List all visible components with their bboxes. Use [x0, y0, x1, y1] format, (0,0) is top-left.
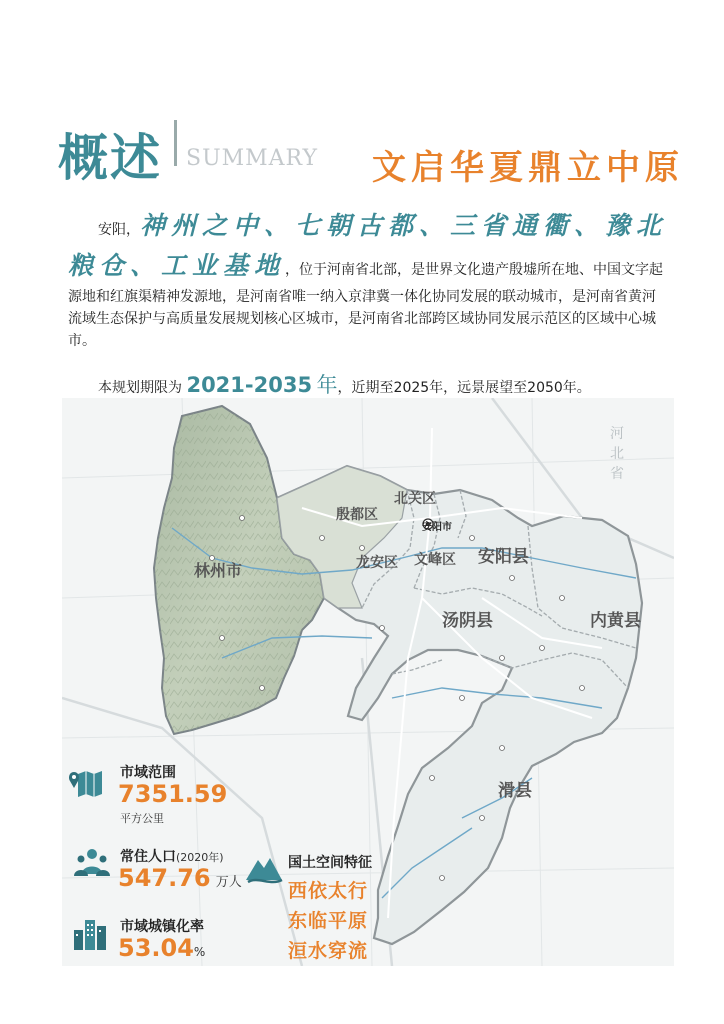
province-label-3: 省	[610, 466, 624, 482]
area-label: 市域范围	[120, 765, 176, 781]
people-icon	[72, 846, 112, 882]
label-yindu: 殷都区	[336, 507, 378, 523]
map-pin-icon	[66, 766, 106, 802]
urbanization-unit: %	[193, 945, 206, 959]
period-rest: ，近期至2025年，远景展望至2050年。	[337, 380, 591, 396]
urbanization-value-row	[118, 934, 205, 962]
label-tangyin: 汤阴县	[442, 611, 493, 631]
province-label-2: 北	[610, 446, 624, 462]
feature-item-3: 洹水穿流	[288, 940, 369, 962]
intro-rest	[68, 246, 668, 352]
population-year: (2020年)	[176, 851, 224, 864]
label-beiguan: 北关区	[394, 491, 436, 507]
feature-item-1: 西依太行	[288, 880, 369, 902]
urbanization-value: 53.04	[118, 934, 194, 962]
features-label: 国土空间特征	[288, 855, 372, 871]
label-wenfeng: 文峰区	[414, 552, 456, 568]
period-prefix: 本规划期限为	[98, 380, 182, 396]
page-title-en: SUMMARY	[186, 146, 318, 171]
label-longan: 龙安区	[356, 555, 398, 571]
population-label-row	[120, 846, 224, 866]
urbanization-label: 市域城镇化率	[120, 919, 204, 935]
area-value: 7351.59	[118, 780, 228, 808]
intro-callig-1: 神州之中、七朝古都、三省通衢、豫北	[140, 211, 668, 240]
population-value-row	[118, 864, 242, 892]
intro-lead: 安阳，	[98, 222, 140, 238]
label-neihuang: 内黄县	[590, 611, 641, 631]
province-label	[610, 426, 624, 482]
intro-body: ，位于河南省北部，是世界文化遗产殷墟所在地、中国文字起源地和红旗渠精神发源地，是河南省唯一纳入京津冀一体化协同发展的联动城市，是河南省黄河流域生态保护与高质量发展规划核心区城市，是河南省北部跨区域协同发展示范区的区域中心城市。	[68, 262, 664, 349]
population-value: 547.76	[118, 864, 211, 892]
buildings-icon	[70, 916, 110, 952]
title-divider	[174, 120, 177, 166]
area-icon-wrap	[66, 766, 106, 806]
urbanization-icon-wrap	[70, 916, 110, 956]
label-huaxian: 滑县	[498, 781, 532, 801]
period-years: 2021-2035	[186, 373, 313, 397]
page-title: 概述	[58, 129, 162, 187]
feature-item-2: 东临平原	[288, 910, 369, 932]
label-anyang-county: 安阳县	[478, 547, 529, 567]
intro-paragraph	[68, 206, 668, 352]
population-unit: 万人	[215, 875, 242, 890]
slogan: 文启华夏鼎立中原	[372, 148, 684, 188]
province-label-1: 河	[610, 426, 624, 442]
label-linzhou: 林州市	[194, 561, 243, 580]
population-label: 常住人口	[120, 849, 176, 865]
mountain-icon	[244, 850, 284, 886]
period-suffix: 年	[316, 373, 338, 397]
intro-line1	[68, 206, 668, 246]
period-paragraph	[68, 374, 698, 399]
population-icon-wrap	[72, 846, 112, 886]
intro-callig-2: 粮仓、工业基地	[68, 251, 286, 280]
area-unit: 平方公里	[120, 812, 164, 825]
features-icon-wrap	[244, 850, 284, 890]
label-anyang-city: 安阳市	[422, 522, 452, 533]
